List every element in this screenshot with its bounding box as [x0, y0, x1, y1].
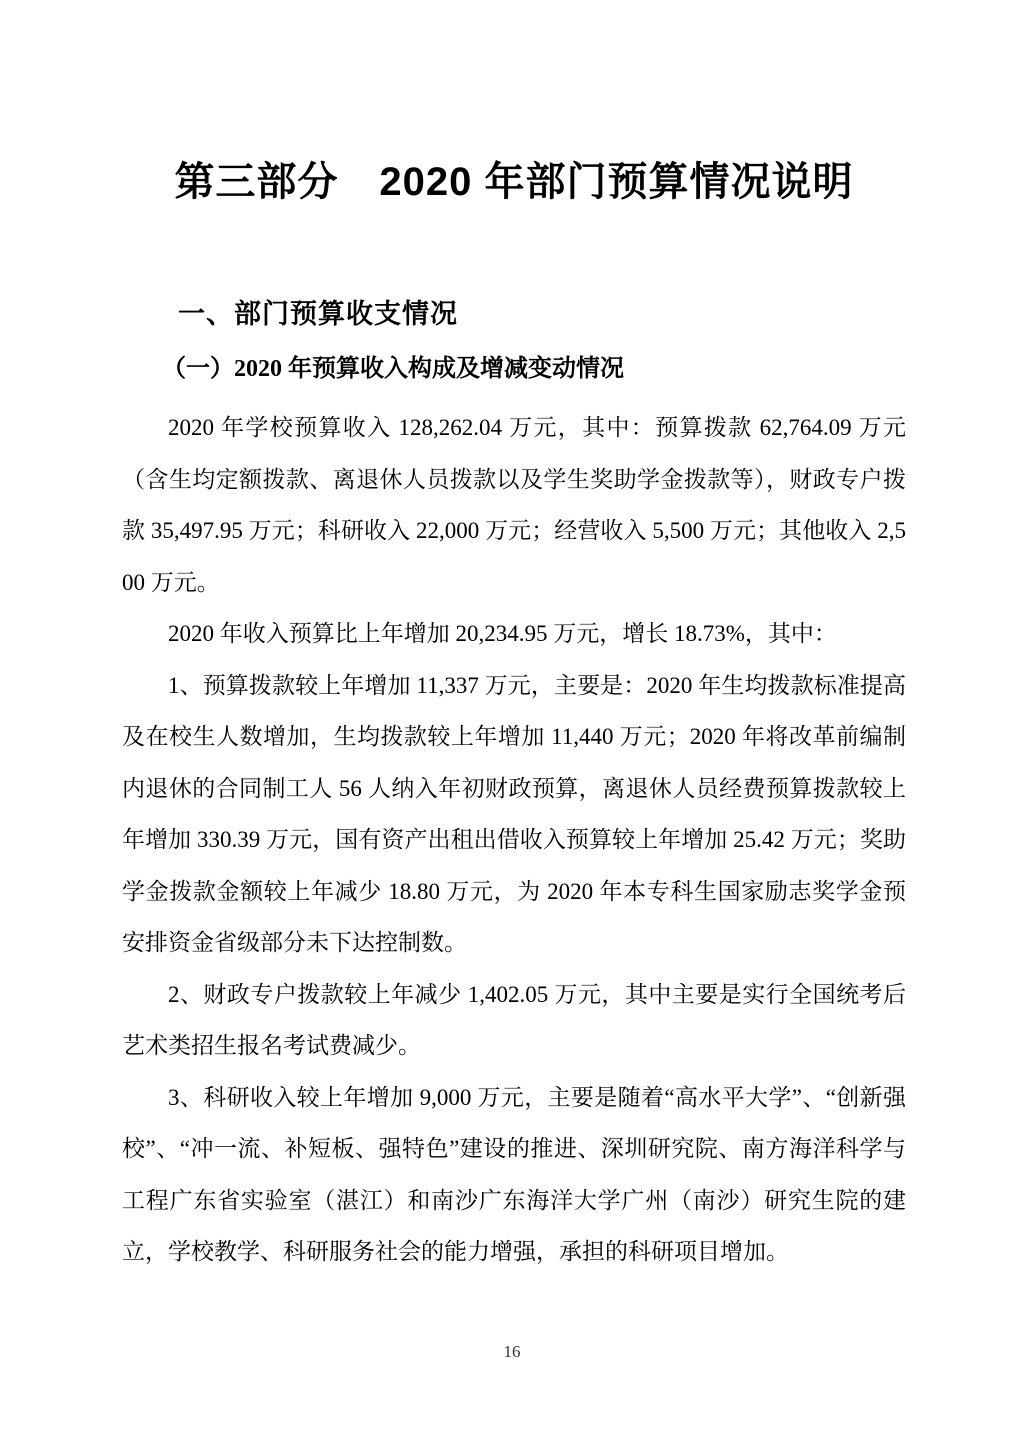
paragraph-item-2-fiscal-special-account: 2、财政专户拨款较上年减少 1,402.05 万元，其中主要是实行全国统考后艺术类招生报名考试费减少。 [122, 981, 906, 1058]
section-heading-budget-revenue-expenditure: 一、部门预算收支情况 [178, 299, 458, 329]
paragraph-revenue-overview: 2020 年学校预算收入 128,262.04 万元，其中：预算拨款 62,764.09 万元（含生均定额拨款、离退休人员拨款以及学生奖助学金拨款等），财政专户拨款 35,497.95 万元；科研收入 22,000 万元；经营收入 5,500 万元；其他收入 2,500 万元。 [122, 415, 906, 595]
document-title: 第三部分 2020 年部门预算情况说明 [174, 160, 854, 204]
page-number: 16 [503, 1342, 521, 1361]
subsection-heading-2020-revenue-composition: （一）2020 年预算收入构成及增减变动情况 [162, 356, 624, 382]
paragraph-item-1-budget-allocation: 1、预算拨款较上年增加 11,337 万元，主要是：2020 年生均拨款标准提高及在校生人数增加，生均拨款较上年增加 11,440 万元；2020 年将改革前编制内退休的合同制工人 56 人纳入年初财政预算，离退休人员经费预算拨款较上年增加 330.39 万元，国有资产出租出借收入预算较上年增加 25.42 万元；奖助学金拨款金额较上年减少 18.80 万元，为 2020 年本专科生国家励志奖学金预安排资金省级部分未下达控制数。 [122, 672, 906, 955]
body-text [122, 402, 906, 1278]
paragraph-revenue-increase-summary: 2020 年收入预算比上年增加 20,234.95 万元，增长 18.73%，其中： [168, 621, 837, 646]
paragraph-item-3-research-income: 3、科研收入较上年增加 9,000 万元，主要是随着“高水平大学”、“创新强校”、“冲一流、补短板、强特色”建设的推进、深圳研究院、南方海洋科学与工程广东省实验室（湛江）和南沙广东海洋大学广州（南沙）研究生院的建立，学校教学、科研服务社会的能力增强，承担的科研项目增加。 [122, 1084, 906, 1264]
